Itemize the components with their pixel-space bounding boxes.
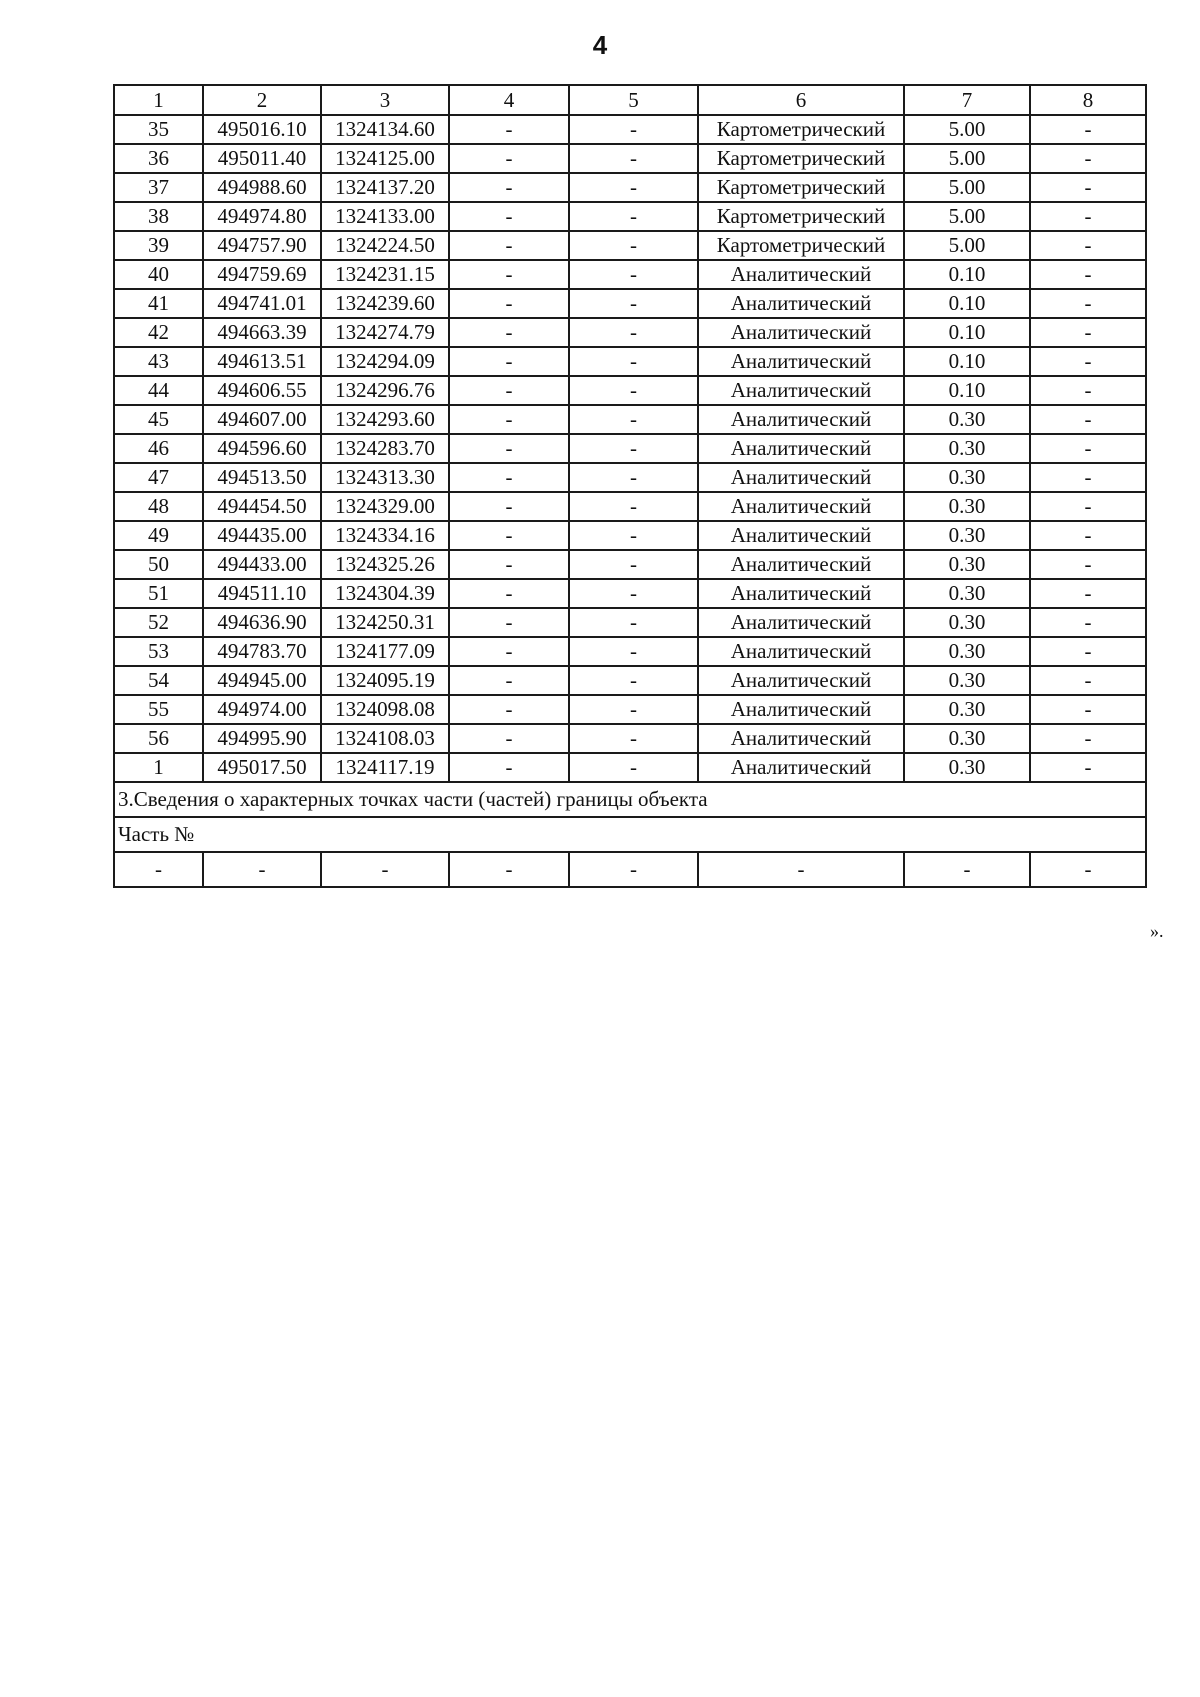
table-cell: 494454.50: [203, 492, 321, 521]
section-title: 3.Сведения о характерных точках части (частей) границы объекта: [114, 782, 1146, 817]
table-cell: -: [569, 318, 698, 347]
table-cell: 0.30: [904, 637, 1030, 666]
table-cell: 39: [114, 231, 203, 260]
table-cell: 0.30: [904, 608, 1030, 637]
table-cell: 51: [114, 579, 203, 608]
table-cell: -: [569, 637, 698, 666]
table-cell: 1324274.79: [321, 318, 449, 347]
table-cell: 47: [114, 463, 203, 492]
table-cell: -: [203, 852, 321, 887]
table-cell: 1324125.00: [321, 144, 449, 173]
table-cell: Аналитический: [698, 608, 904, 637]
header-cell: 6: [698, 85, 904, 115]
header-cell: 1: [114, 85, 203, 115]
table-cell: Аналитический: [698, 637, 904, 666]
table-cell: 5.00: [904, 115, 1030, 144]
table-cell: -: [449, 115, 569, 144]
table-cell: 48: [114, 492, 203, 521]
table-cell: -: [569, 550, 698, 579]
table-cell: Аналитический: [698, 695, 904, 724]
table-cell: 494663.39: [203, 318, 321, 347]
table-cell: 5.00: [904, 202, 1030, 231]
table-cell: 1324296.76: [321, 376, 449, 405]
table-cell: Аналитический: [698, 347, 904, 376]
table-row: [114, 579, 1146, 608]
table-cell: -: [1030, 405, 1146, 434]
table-cell: 1324134.60: [321, 115, 449, 144]
closing-quote-mark: ».: [1150, 921, 1164, 941]
table-cell: -: [569, 753, 698, 782]
table-cell: -: [904, 852, 1030, 887]
table-cell: 1324334.16: [321, 521, 449, 550]
table-cell: 35: [114, 115, 203, 144]
table-cell: Аналитический: [698, 434, 904, 463]
table-cell: 36: [114, 144, 203, 173]
table-cell: Картометрический: [698, 202, 904, 231]
table-cell: -: [449, 260, 569, 289]
table-cell: Аналитический: [698, 376, 904, 405]
table-cell: -: [1030, 289, 1146, 318]
table-cell: -: [1030, 318, 1146, 347]
table-cell: -: [449, 405, 569, 434]
table-cell: 37: [114, 173, 203, 202]
table-cell: 0.30: [904, 724, 1030, 753]
table-cell: Картометрический: [698, 144, 904, 173]
table-cell: Аналитический: [698, 405, 904, 434]
table-cell: -: [569, 463, 698, 492]
table-cell: 1324325.26: [321, 550, 449, 579]
header-cell: 8: [1030, 85, 1146, 115]
table-cell: Аналитический: [698, 753, 904, 782]
table-row: [114, 521, 1146, 550]
table-cell: 41: [114, 289, 203, 318]
table-cell: 0.30: [904, 521, 1030, 550]
table-cell: -: [1030, 492, 1146, 521]
table-row: [114, 550, 1146, 579]
table-cell: -: [569, 405, 698, 434]
table-cell: 494596.60: [203, 434, 321, 463]
table-cell: 494433.00: [203, 550, 321, 579]
table-cell: -: [449, 144, 569, 173]
table-cell: 5.00: [904, 173, 1030, 202]
table-row: [114, 231, 1146, 260]
table-cell: -: [449, 753, 569, 782]
table-cell: -: [1030, 115, 1146, 144]
table-cell: -: [569, 492, 698, 521]
table-cell: -: [449, 347, 569, 376]
table-cell: -: [569, 144, 698, 173]
section-title-row: [114, 782, 1146, 817]
table-cell: 46: [114, 434, 203, 463]
table-cell: 0.10: [904, 376, 1030, 405]
table-cell: 49: [114, 521, 203, 550]
table-cell: -: [449, 289, 569, 318]
table-cell: 0.30: [904, 666, 1030, 695]
table-cell: -: [1030, 550, 1146, 579]
table-cell: -: [449, 231, 569, 260]
table-cell: -: [1030, 608, 1146, 637]
table-cell: 54: [114, 666, 203, 695]
table-cell: 0.10: [904, 318, 1030, 347]
table-cell: -: [569, 724, 698, 753]
table-cell: -: [1030, 637, 1146, 666]
table-cell: -: [449, 550, 569, 579]
table-cell: -: [1030, 376, 1146, 405]
table-cell: -: [449, 318, 569, 347]
table-cell: 494741.01: [203, 289, 321, 318]
table-cell: 53: [114, 637, 203, 666]
empty-part-row: [114, 852, 1146, 887]
table-cell: -: [449, 695, 569, 724]
table-cell: 1324304.39: [321, 579, 449, 608]
table-cell: 0.10: [904, 347, 1030, 376]
table-cell: -: [449, 376, 569, 405]
table-cell: 5.00: [904, 231, 1030, 260]
table-cell: -: [449, 579, 569, 608]
table-cell: Аналитический: [698, 492, 904, 521]
table-row: [114, 347, 1146, 376]
table-cell: 0.30: [904, 695, 1030, 724]
table-cell: -: [1030, 695, 1146, 724]
table-cell: 0.30: [904, 492, 1030, 521]
coordinates-table: [113, 84, 1147, 888]
table-row: [114, 608, 1146, 637]
table-cell: 494945.00: [203, 666, 321, 695]
table-cell: 1324137.20: [321, 173, 449, 202]
table-cell: 0.30: [904, 463, 1030, 492]
table-row: [114, 724, 1146, 753]
table-cell: -: [1030, 144, 1146, 173]
table-cell: Аналитический: [698, 724, 904, 753]
table-cell: -: [569, 852, 698, 887]
table-cell: 0.30: [904, 579, 1030, 608]
table-cell: 494974.00: [203, 695, 321, 724]
table-cell: 50: [114, 550, 203, 579]
table-cell: 1324095.19: [321, 666, 449, 695]
table-cell: -: [449, 852, 569, 887]
table-cell: -: [449, 463, 569, 492]
table-cell: 52: [114, 608, 203, 637]
table-cell: 0.10: [904, 289, 1030, 318]
table-cell: 1324294.09: [321, 347, 449, 376]
table-cell: 42: [114, 318, 203, 347]
table-cell: 1324293.60: [321, 405, 449, 434]
table-cell: -: [569, 260, 698, 289]
table-cell: 1324231.15: [321, 260, 449, 289]
table-row: [114, 289, 1146, 318]
table-cell: -: [449, 492, 569, 521]
header-cell: 7: [904, 85, 1030, 115]
table-cell: 494995.90: [203, 724, 321, 753]
table-cell: Аналитический: [698, 521, 904, 550]
part-label: Часть №: [114, 817, 1146, 852]
table-body: [114, 85, 1146, 887]
table-row: [114, 318, 1146, 347]
table-cell: 5.00: [904, 144, 1030, 173]
table-cell: 1324108.03: [321, 724, 449, 753]
table-row: [114, 405, 1146, 434]
table-cell: -: [449, 724, 569, 753]
header-cell: 2: [203, 85, 321, 115]
table-row: [114, 695, 1146, 724]
table-cell: 1324177.09: [321, 637, 449, 666]
table-row: [114, 666, 1146, 695]
table-cell: -: [569, 347, 698, 376]
table-cell: 38: [114, 202, 203, 231]
table-cell: 494757.90: [203, 231, 321, 260]
header-cell: 5: [569, 85, 698, 115]
table-cell: 43: [114, 347, 203, 376]
table-cell: 0.10: [904, 260, 1030, 289]
table-row: [114, 434, 1146, 463]
table-cell: 1324283.70: [321, 434, 449, 463]
table-cell: -: [1030, 579, 1146, 608]
table-cell: 0.30: [904, 550, 1030, 579]
table-cell: Картометрический: [698, 173, 904, 202]
table-cell: -: [569, 695, 698, 724]
table-cell: -: [449, 637, 569, 666]
table-cell: 494613.51: [203, 347, 321, 376]
table-cell: -: [569, 521, 698, 550]
table-cell: 494974.80: [203, 202, 321, 231]
table-cell: 56: [114, 724, 203, 753]
table-cell: Аналитический: [698, 666, 904, 695]
table-cell: -: [321, 852, 449, 887]
table-row: [114, 115, 1146, 144]
table-cell: 1: [114, 753, 203, 782]
table-cell: 0.30: [904, 753, 1030, 782]
table-cell: 0.30: [904, 434, 1030, 463]
table-cell: -: [449, 173, 569, 202]
table-cell: 1324224.50: [321, 231, 449, 260]
table-cell: -: [1030, 173, 1146, 202]
table-cell: -: [1030, 666, 1146, 695]
table-cell: 494511.10: [203, 579, 321, 608]
header-cell: 3: [321, 85, 449, 115]
table-cell: 1324117.19: [321, 753, 449, 782]
table-cell: -: [449, 666, 569, 695]
table-cell: 494606.55: [203, 376, 321, 405]
table-cell: 494988.60: [203, 173, 321, 202]
table-cell: Аналитический: [698, 260, 904, 289]
table-row: [114, 144, 1146, 173]
table-cell: 1324329.00: [321, 492, 449, 521]
table-cell: 1324098.08: [321, 695, 449, 724]
table-cell: -: [569, 666, 698, 695]
table-cell: -: [1030, 521, 1146, 550]
table-cell: -: [1030, 347, 1146, 376]
table-cell: Аналитический: [698, 289, 904, 318]
table-cell: -: [449, 521, 569, 550]
table-cell: 1324133.00: [321, 202, 449, 231]
table-cell: Аналитический: [698, 463, 904, 492]
table-cell: 494607.00: [203, 405, 321, 434]
table-row: [114, 463, 1146, 492]
table-cell: 494759.69: [203, 260, 321, 289]
table-cell: -: [569, 173, 698, 202]
table-cell: Аналитический: [698, 550, 904, 579]
table-cell: 0.30: [904, 405, 1030, 434]
table-cell: -: [1030, 202, 1146, 231]
table-cell: -: [1030, 434, 1146, 463]
column-number-row: [114, 85, 1146, 115]
table-cell: 1324313.30: [321, 463, 449, 492]
table-cell: Аналитический: [698, 579, 904, 608]
table-cell: 494783.70: [203, 637, 321, 666]
table-cell: 44: [114, 376, 203, 405]
table-row: [114, 376, 1146, 405]
table-cell: 1324250.31: [321, 608, 449, 637]
table-cell: 495017.50: [203, 753, 321, 782]
table-cell: -: [569, 434, 698, 463]
table-cell: 495011.40: [203, 144, 321, 173]
table-cell: 494636.90: [203, 608, 321, 637]
table-row: [114, 637, 1146, 666]
table-cell: -: [569, 202, 698, 231]
table-cell: 40: [114, 260, 203, 289]
table-cell: -: [698, 852, 904, 887]
table-cell: -: [569, 376, 698, 405]
table-cell: -: [449, 434, 569, 463]
table-cell: -: [569, 289, 698, 318]
table-cell: -: [1030, 724, 1146, 753]
table-cell: 55: [114, 695, 203, 724]
table-cell: 45: [114, 405, 203, 434]
table-cell: -: [569, 231, 698, 260]
table-row: [114, 202, 1146, 231]
table-cell: -: [569, 579, 698, 608]
table-row: [114, 173, 1146, 202]
table-cell: 1324239.60: [321, 289, 449, 318]
table-cell: -: [1030, 231, 1146, 260]
table-row: [114, 492, 1146, 521]
table-cell: -: [449, 202, 569, 231]
part-label-row: [114, 817, 1146, 852]
table-cell: -: [1030, 753, 1146, 782]
table-cell: Аналитический: [698, 318, 904, 347]
table-cell: -: [1030, 852, 1146, 887]
table-cell: 494513.50: [203, 463, 321, 492]
table-row: [114, 260, 1146, 289]
header-cell: 4: [449, 85, 569, 115]
table-cell: -: [449, 608, 569, 637]
table-cell: Картометрический: [698, 115, 904, 144]
page-number: 4: [592, 30, 608, 60]
table-cell: -: [114, 852, 203, 887]
table-row: [114, 753, 1146, 782]
table-cell: Картометрический: [698, 231, 904, 260]
coordinates-table-container: [113, 84, 1147, 888]
table-cell: -: [1030, 463, 1146, 492]
table-cell: 494435.00: [203, 521, 321, 550]
table-cell: -: [569, 115, 698, 144]
table-cell: -: [1030, 260, 1146, 289]
table-cell: -: [569, 608, 698, 637]
table-cell: 495016.10: [203, 115, 321, 144]
